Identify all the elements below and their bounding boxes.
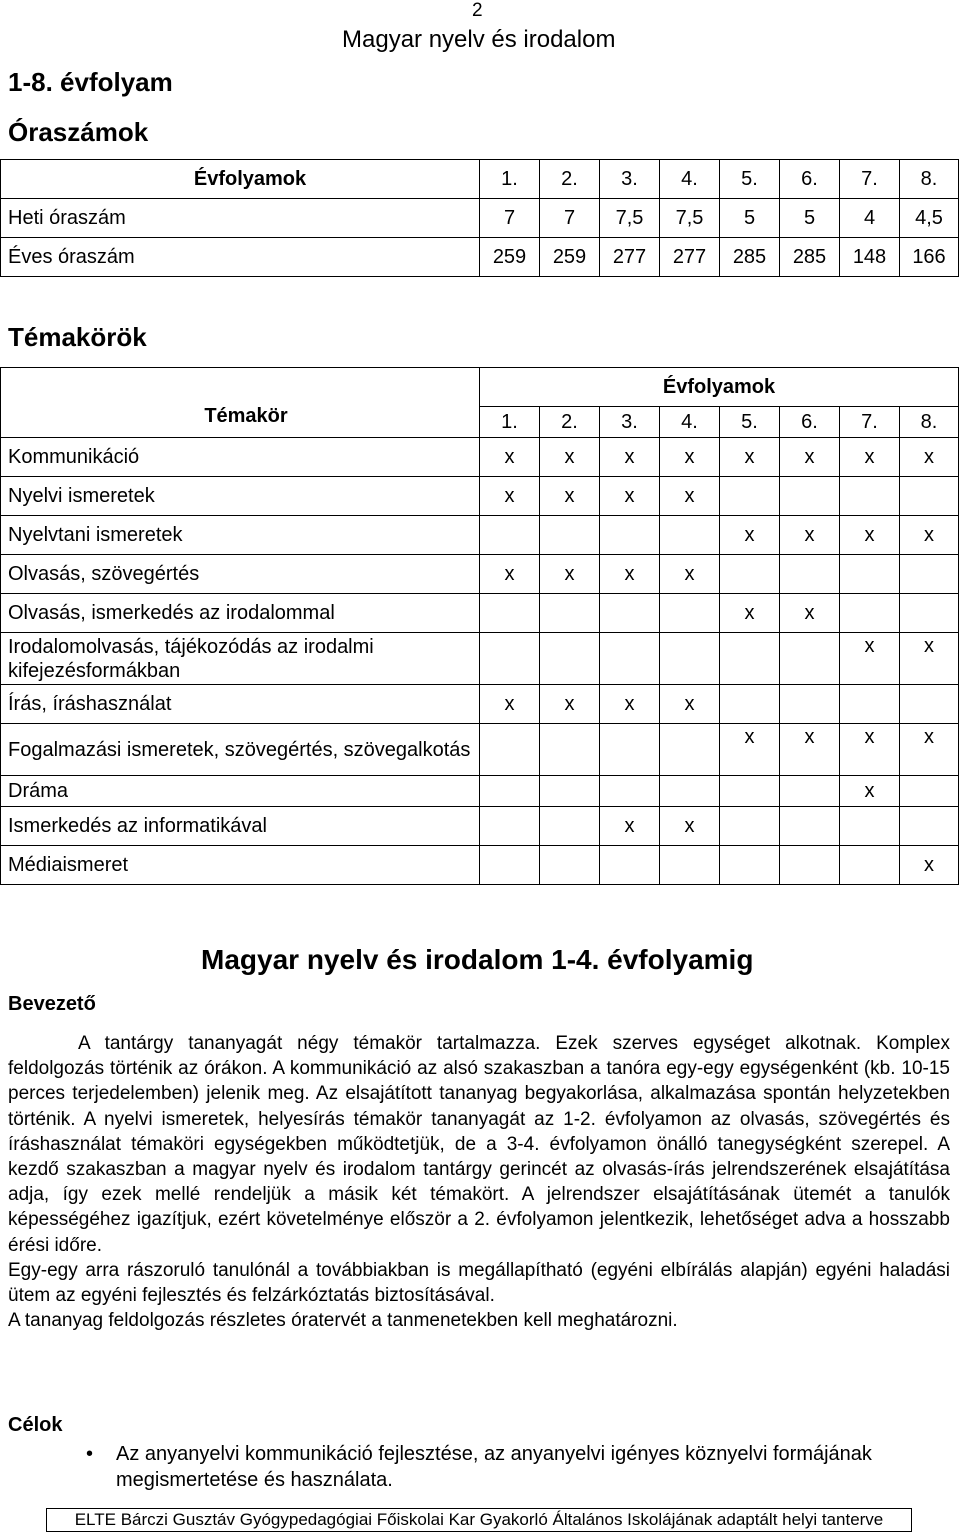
topic-mark (540, 594, 600, 633)
page-footer: ELTE Bárczi Gusztáv Gyógypedagógiai Főiskolai Kar Gyakorló Általános Iskolájának adaptált helyi tanterve (46, 1508, 912, 1532)
topic-mark: x (660, 685, 720, 724)
topic-mark (540, 846, 600, 885)
intro-paragraph: Egy-egy arra rászoruló tanulónál a továbbiakban is megállapítható (egyéni elbírálás alapján) egyéni haladási ütem az egyéni fejlesztés és felzárkóztatás biztosításával. (8, 1259, 950, 1307)
topic-mark: x (600, 807, 660, 846)
hours-heading: Óraszámok (8, 117, 149, 147)
topic-mark (660, 776, 720, 807)
grade-header: 5. (720, 160, 780, 199)
grade-header: 1. (480, 160, 540, 199)
topic-mark (840, 555, 900, 594)
topic-mark (660, 724, 720, 776)
topic-mark: x (600, 685, 660, 724)
grade-header: 3. (600, 407, 660, 438)
topic-mark: x (840, 633, 900, 685)
grade-header: 7. (840, 160, 900, 199)
topic-mark: x (600, 477, 660, 516)
hours-cell: 259 (480, 238, 540, 277)
grade-header: 4. (660, 407, 720, 438)
topic-mark (720, 807, 780, 846)
topic-mark: x (900, 846, 959, 885)
topic-mark (600, 776, 660, 807)
grade-header: 3. (600, 160, 660, 199)
topic-mark: x (660, 438, 720, 477)
topic-mark (900, 685, 959, 724)
topic-mark (600, 633, 660, 685)
hours-table (0, 159, 959, 277)
topic-mark: x (720, 438, 780, 477)
topic-mark (480, 594, 540, 633)
topic-mark: x (780, 724, 840, 776)
topic-mark (780, 776, 840, 807)
topic-row-kommunikacio (1, 438, 959, 477)
topic-mark (900, 555, 959, 594)
bullet-icon: • (86, 1443, 94, 1465)
running-header-subject: Magyar nyelv és irodalom (342, 26, 616, 53)
topic-mark (480, 724, 540, 776)
intro-text (8, 1031, 950, 1333)
intro-paragraph: A tananyag feldolgozás részletes óratervét a tanmenetekben kell meghatározni. (8, 1310, 678, 1332)
weekly-hours-row (1, 199, 959, 238)
topic-mark (900, 477, 959, 516)
hours-cell: 148 (840, 238, 900, 277)
hours-cell: 7,5 (660, 199, 720, 238)
grade-header: 5. (720, 407, 780, 438)
hours-cell: 4,5 (900, 199, 959, 238)
row-label: Éves óraszám (1, 238, 480, 277)
topic-row-iras (1, 685, 959, 724)
topic-mark (480, 516, 540, 555)
topic-mark (900, 807, 959, 846)
topic-mark: x (900, 438, 959, 477)
grade-header: 8. (900, 407, 959, 438)
topic-mark: x (780, 438, 840, 477)
topic-mark: x (780, 516, 840, 555)
topic-mark: x (840, 438, 900, 477)
hours-cell: 277 (660, 238, 720, 277)
corner-cell (1, 368, 480, 438)
topic-label: Nyelvi ismeretek (1, 477, 480, 516)
grade-header: 8. (900, 160, 959, 199)
topic-label: Ismerkedés az informatikával (1, 807, 480, 846)
topic-mark (660, 594, 720, 633)
topic-mark: x (540, 685, 600, 724)
grade-header: 4. (660, 160, 720, 199)
topic-mark (780, 477, 840, 516)
topic-mark (780, 633, 840, 685)
hours-header-row (1, 160, 959, 199)
topic-row-mediaismeret (1, 846, 959, 885)
topic-mark (720, 555, 780, 594)
hours-cell: 166 (900, 238, 959, 277)
topic-mark: x (660, 555, 720, 594)
topic-mark (660, 846, 720, 885)
topic-mark: x (480, 555, 540, 594)
topic-mark: x (480, 685, 540, 724)
topic-mark (780, 685, 840, 724)
hours-cell: 259 (540, 238, 600, 277)
topic-mark: x (720, 724, 780, 776)
topic-mark (540, 776, 600, 807)
topic-mark: x (780, 594, 840, 633)
topic-mark (540, 633, 600, 685)
topic-mark: x (660, 477, 720, 516)
topic-row-irodalomolvasas (1, 633, 959, 685)
topic-mark (600, 594, 660, 633)
topic-label: Fogalmazási ismeretek, szövegértés, szövegalkotás (1, 724, 480, 776)
topic-mark (840, 594, 900, 633)
hours-cell: 5 (780, 199, 840, 238)
topic-row-fogalmazasi (1, 724, 959, 776)
row-label: Heti óraszám (1, 199, 480, 238)
grades-header: Évfolyamok (1, 160, 480, 199)
topic-mark: x (840, 724, 900, 776)
topic-label: Irodalomolvasás, tájékozódás az irodalmi kifejezésformákban (1, 633, 480, 685)
grade-header: 1. (480, 407, 540, 438)
topic-mark (660, 633, 720, 685)
topic-mark: x (840, 516, 900, 555)
yearly-hours-row (1, 238, 959, 277)
topic-mark: x (540, 438, 600, 477)
topic-mark (840, 685, 900, 724)
topic-mark: x (900, 724, 959, 776)
topic-mark (720, 776, 780, 807)
topic-label: Olvasás, szövegértés (1, 555, 480, 594)
topic-label: Dráma (1, 776, 480, 807)
topic-mark (720, 477, 780, 516)
topic-mark: x (540, 477, 600, 516)
topic-row-nyelvi-ismeretek (1, 477, 959, 516)
topic-mark (720, 685, 780, 724)
topic-mark: x (720, 516, 780, 555)
topic-label: Nyelvtani ismeretek (1, 516, 480, 555)
topic-mark: x (540, 555, 600, 594)
intro-heading: Bevezető (8, 993, 96, 1015)
topic-mark (480, 846, 540, 885)
topic-mark: x (480, 438, 540, 477)
topics-heading: Témakörök (8, 322, 147, 352)
topic-mark (780, 807, 840, 846)
hours-cell: 7,5 (600, 199, 660, 238)
topic-mark (600, 516, 660, 555)
topic-row-nyelvtani-ismeretek (1, 516, 959, 555)
hours-cell: 7 (480, 199, 540, 238)
topic-label: Médiaismeret (1, 846, 480, 885)
topic-column-header: Témakör (204, 405, 288, 427)
topic-mark (480, 807, 540, 846)
hours-cell: 285 (780, 238, 840, 277)
intro-paragraph: A tantárgy tananyagát négy témakör tartalmazza. Ezek szerves egységet alkotnak. Komplex feldolgozás történik az órákon. A kommunikáció az alsó szakaszban a tanóra egy-egy egységenként (kb. 10-15 perces terjedelemben) jelenik meg. Az elsajátított tananyag begyakorlása, alkalmazása spontán helyzetekben történik. A nyelvi ismeretek, helyesírás témakör tananyagát az 1-2. évfolyamon az olvasás, szövegértés és íráshasználat témaköri egységekben működtetjük, de a 3-4. évfolyamon önálló tanegységként szerepel. A kezdő szakaszban a magyar nyelv és irodalom tantárgy gerincét az olvasás-írás jelrendszerének elsajátítása adja, így ezek mellé rendeljük a másik két témakört. A jelrendszer elsajátításának ütemét a tanulók képességéhez igazítjuk, ezért követelménye először a 2. évfolyamon jelentkezik, lehetőséget adva a hosszabb érési időre. (8, 1033, 950, 1256)
topic-mark (720, 633, 780, 685)
topic-mark: x (480, 477, 540, 516)
topic-mark (780, 555, 840, 594)
topic-mark: x (840, 776, 900, 807)
topic-mark: x (600, 438, 660, 477)
topic-label: Olvasás, ismerkedés az irodalommal (1, 594, 480, 633)
grade-header: 2. (540, 160, 600, 199)
grade-header: 2. (540, 407, 600, 438)
topic-mark (840, 846, 900, 885)
grade-header: 6. (780, 160, 840, 199)
topics-table (0, 367, 959, 885)
topic-mark: x (720, 594, 780, 633)
topics-group-header-row (1, 368, 959, 407)
topic-mark (600, 846, 660, 885)
grade-range-heading: 1-8. évfolyam (8, 67, 173, 97)
topic-mark (900, 594, 959, 633)
topic-row-drama (1, 776, 959, 807)
grade-header: 7. (840, 407, 900, 438)
hours-cell: 4 (840, 199, 900, 238)
goals-heading: Célok (8, 1414, 63, 1436)
grades-group-header: Évfolyamok (480, 368, 959, 407)
page-number: 2 (472, 0, 483, 21)
topic-mark (720, 846, 780, 885)
topic-mark (540, 516, 600, 555)
hours-cell: 5 (720, 199, 780, 238)
topic-label: Írás, íráshasználat (1, 685, 480, 724)
topic-mark (600, 724, 660, 776)
grade-header: 6. (780, 407, 840, 438)
topic-label: Kommunikáció (1, 438, 480, 477)
topic-mark (840, 807, 900, 846)
topic-mark: x (900, 633, 959, 685)
topic-mark (480, 633, 540, 685)
topic-mark: x (660, 807, 720, 846)
topic-row-olvasas-szovegertes (1, 555, 959, 594)
hours-cell: 277 (600, 238, 660, 277)
topic-mark (780, 846, 840, 885)
topic-row-informatika (1, 807, 959, 846)
topic-mark (840, 477, 900, 516)
topic-mark: x (600, 555, 660, 594)
topic-mark (900, 776, 959, 807)
hours-cell: 7 (540, 199, 600, 238)
topic-mark (540, 807, 600, 846)
hours-cell: 285 (720, 238, 780, 277)
topic-mark: x (900, 516, 959, 555)
topic-row-olvasas-ismerkedes (1, 594, 959, 633)
topic-mark (660, 516, 720, 555)
topic-mark (540, 724, 600, 776)
goal-item: Az anyanyelvi kommunikáció fejlesztése, az anyanyelvi igényes köznyelvi formájának megismertetése és használata. (116, 1443, 872, 1491)
topic-mark (480, 776, 540, 807)
section-title: Magyar nyelv és irodalom 1-4. évfolyamig (201, 944, 754, 975)
